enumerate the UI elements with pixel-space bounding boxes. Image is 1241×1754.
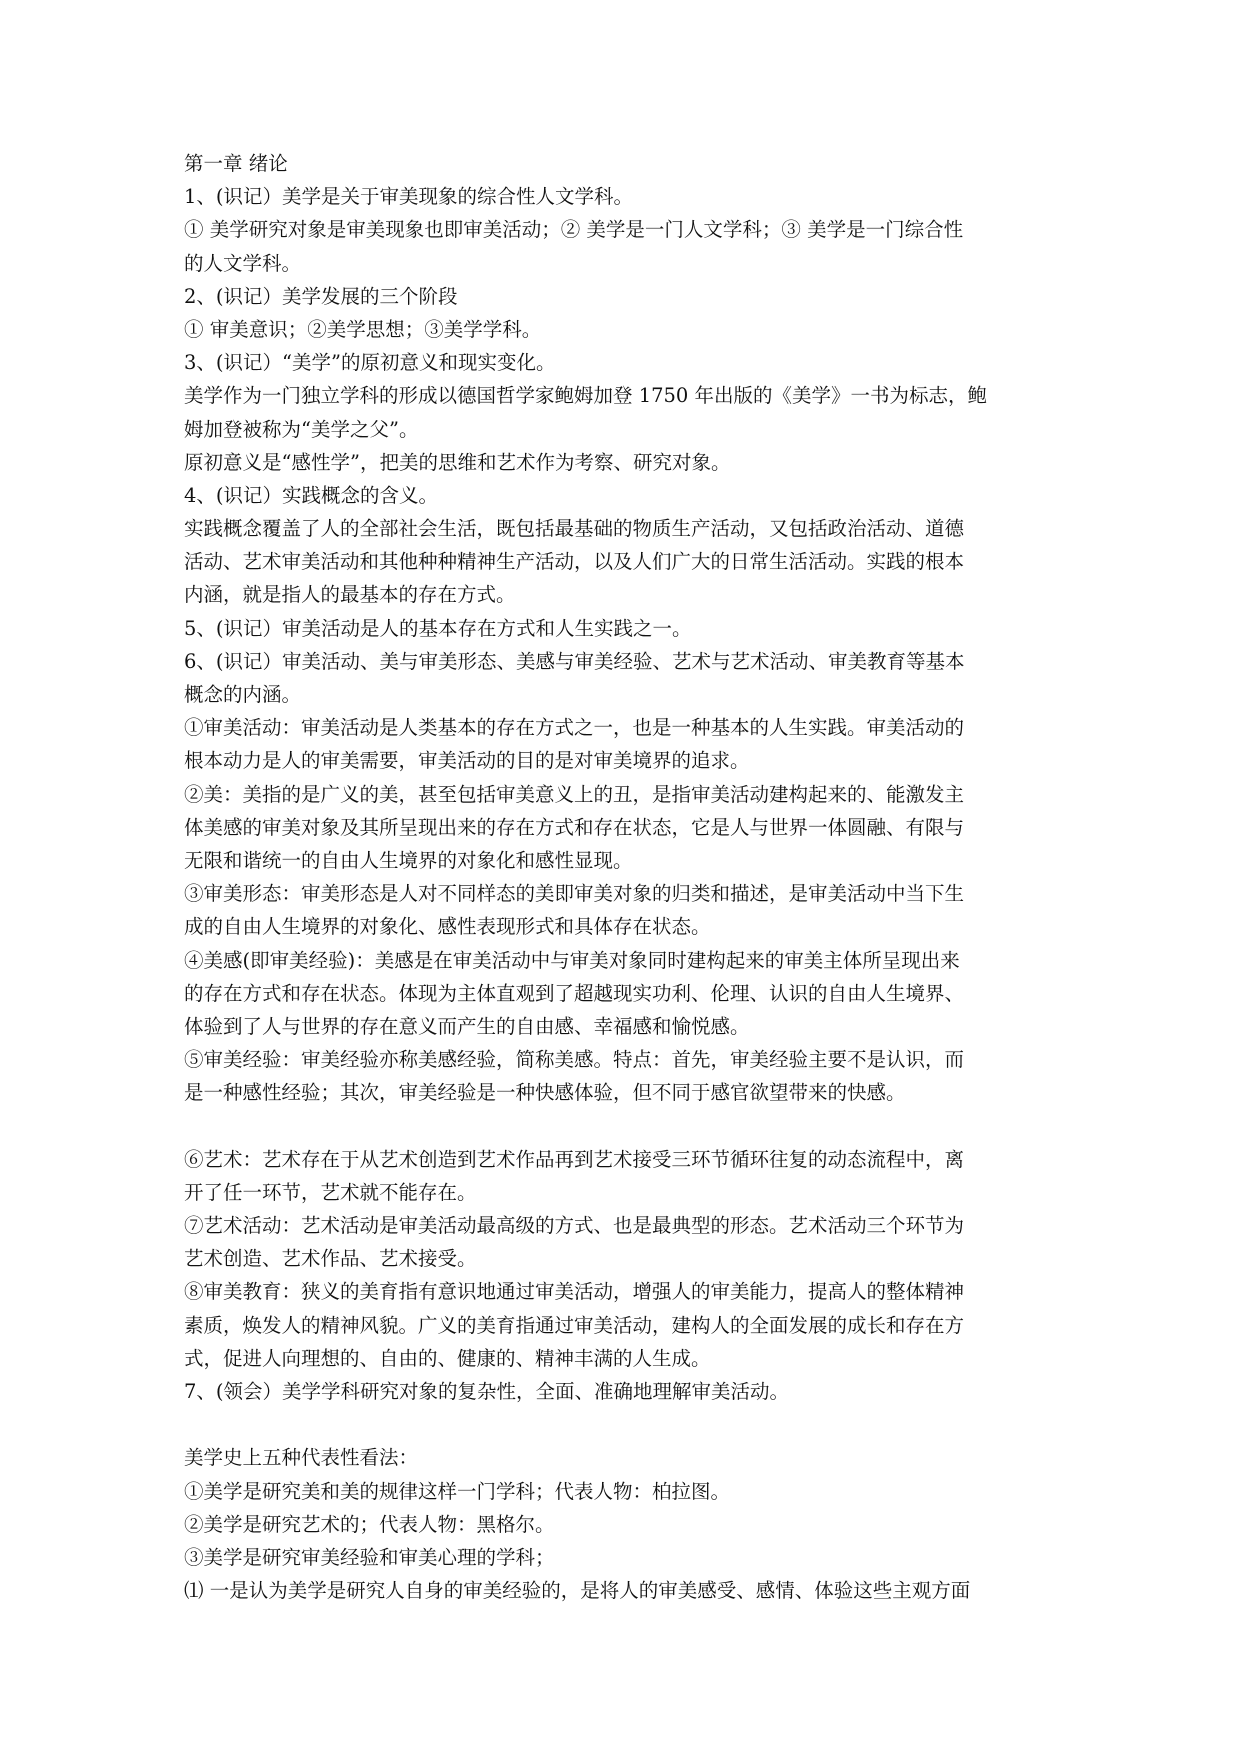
text-line: 成的自由人生境界的对象化、感性表现形式和具体存在状态。 <box>184 915 711 939</box>
text-line: 艺术创造、艺术作品、艺术接受。 <box>184 1247 477 1271</box>
document-body <box>184 147 1064 1607</box>
text-line: ②美学是研究艺术的；代表人物：黑格尔。 <box>184 1512 555 1536</box>
text-line: 概念的内涵。 <box>184 683 302 706</box>
text-line: 开了任一环节，艺术就不能存在。 <box>184 1180 477 1204</box>
chapter-title: 第一章 绪论 <box>184 152 288 175</box>
text-line: 姆加登被称为“美学之父”。 <box>184 417 419 441</box>
text-line: 内涵，就是指人的最基本的存在方式。 <box>184 583 516 607</box>
blank-line <box>184 1109 1064 1142</box>
text-line: 4、(识记）实践概念的含义。 <box>184 483 439 507</box>
blank-line <box>184 1408 1064 1441</box>
text-line: ⑧审美教育：狭义的美育指有意识地通过审美活动，增强人的审美能力，提高人的整体精神 <box>184 1280 965 1304</box>
text-line: 无限和谐统一的自由人生境界的对象化和感性显现。 <box>184 848 633 872</box>
text-line: ①美学是研究美和美的规律这样一门学科；代表人物：柏拉图。 <box>184 1479 731 1503</box>
text-line: ③美学是研究审美经验和审美心理的学科； <box>184 1545 555 1569</box>
text-line: 美学作为一门独立学科的形成以德国哲学家鲍姆加登 1750 年出版的《美学》一书为标志，鲍 <box>184 384 988 408</box>
text-line: 是一种感性经验；其次，审美经验是一种快感体验，但不同于感官欲望带来的快感。 <box>184 1081 906 1105</box>
text-line: 实践概念覆盖了人的全部社会生活，既包括最基础的物质生产活动，又包括政治活动、道德 <box>184 517 965 541</box>
text-line: ⑥艺术：艺术存在于从艺术创造到艺术作品再到艺术接受三环节循环往复的动态流程中，离 <box>184 1147 965 1171</box>
text-line: 体美感的审美对象及其所呈现出来的存在方式和存在状态，它是人与世界一体圆融、有限与 <box>184 815 965 839</box>
text-line: 3、(识记）“美学”的原初意义和现实变化。 <box>184 351 556 375</box>
text-line: 2、(识记）美学发展的三个阶段 <box>184 284 458 308</box>
text-line: ③审美形态：审美形态是人对不同样态的美即审美对象的归类和描述，是审美活动中当下生 <box>184 882 965 906</box>
text-line: 原初意义是“感性学”，把美的思维和艺术作为考察、研究对象。 <box>184 450 731 474</box>
text-line: 7、(领会）美学学科研究对象的复杂性，全面、准确地理解审美活动。 <box>184 1379 790 1403</box>
text-line: 素质，焕发人的精神风貌。广义的美育指通过审美活动，建构人的全面发展的成长和存在方 <box>184 1313 965 1337</box>
text-line: 的人文学科。 <box>184 251 302 275</box>
text-line: 1、(识记）美学是关于审美现象的综合性人文学科。 <box>184 185 634 209</box>
text-line: 体验到了人与世界的存在意义而产生的自由感、幸福感和愉悦感。 <box>184 1014 750 1038</box>
text-line: 5、(识记）审美活动是人的基本存在方式和人生实践之一。 <box>184 616 692 640</box>
text-line: ① 审美意识；②美学思想；③美学学科。 <box>184 317 542 341</box>
text-line: 式，促进人向理想的、自由的、健康的、精神丰满的人生成。 <box>184 1346 711 1370</box>
text-line: 的存在方式和存在状态。体现为主体直观到了超越现实功利、伦理、认识的自由人生境界、 <box>184 981 965 1005</box>
text-line: ① 美学研究对象是审美现象也即审美活动；② 美学是一门人文学科；③ 美学是一门综合性 <box>184 218 964 242</box>
text-line: 活动、艺术审美活动和其他种种精神生产活动，以及人们广大的日常生活活动。实践的根本 <box>184 550 965 574</box>
text-line: ①审美活动：审美活动是人类基本的存在方式之一，也是一种基本的人生实践。审美活动的 <box>184 716 965 740</box>
text-line: 根本动力是人的审美需要，审美活动的目的是对审美境界的追求。 <box>184 749 750 773</box>
text-line: 6、(识记）审美活动、美与审美形态、美感与审美经验、艺术与艺术活动、审美教育等基本 <box>184 649 965 673</box>
text-line: ④美感(即审美经验)：美感是在审美活动中与审美对象同时建构起来的审美主体所呈现出来 <box>184 948 960 972</box>
text-line: 美学史上五种代表性看法： <box>184 1446 419 1470</box>
text-line: ⑴ 一是认为美学是研究人自身的审美经验的，是将人的审美感受、感情、体验这些主观方面 <box>184 1579 971 1603</box>
text-line: ②美：美指的是广义的美，甚至包括审美意义上的丑，是指审美活动建构起来的、能激发主 <box>184 782 965 806</box>
text-line: ⑦艺术活动：艺术活动是审美活动最高级的方式、也是最典型的形态。艺术活动三个环节为 <box>184 1214 965 1237</box>
text-line: ⑤审美经验：审美经验亦称美感经验，简称美感。特点：首先，审美经验主要不是认识，而 <box>184 1048 965 1072</box>
